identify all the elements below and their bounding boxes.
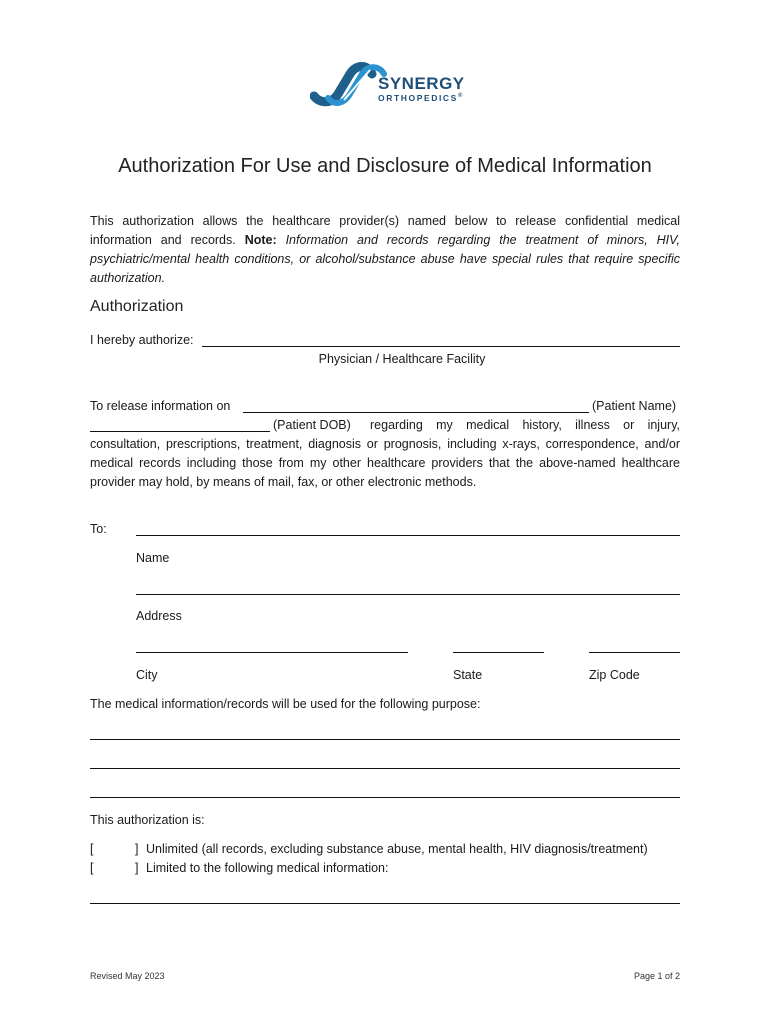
option-unlimited-bracket-close: ]: [135, 842, 139, 856]
limited-info-input[interactable]: [90, 889, 678, 903]
limited-info-line: [90, 903, 680, 904]
option-limited-bracket-open: [: [90, 861, 94, 875]
purpose-line-3: [90, 797, 680, 798]
to-name-input[interactable]: [136, 521, 678, 535]
authorize-label: I hereby authorize:: [90, 333, 194, 347]
to-name-label: Name: [136, 551, 170, 565]
to-state-underline: [453, 652, 544, 653]
purpose-line-1: [90, 739, 680, 740]
release-rest: consultation, prescriptions, treatment, diagnosis or prognosis, including x-rays, correspondence, and/or medical records including those from my other healthcare providers that the above-named healthcare provider may hold, by means of mail, fax, or other electronic methods.: [90, 437, 680, 489]
option-unlimited-bracket-open: [: [90, 842, 94, 856]
patient-dob-label: (Patient DOB): [273, 418, 351, 432]
authorize-input[interactable]: [202, 332, 678, 346]
option-limited-checkbox[interactable]: [90, 859, 139, 878]
option-limited-label: Limited to the following medical information:: [146, 861, 389, 875]
synergy-logo: [310, 60, 465, 112]
to-label: To:: [90, 522, 107, 536]
page-title: Authorization For Use and Disclosure of Medical Information: [118, 155, 652, 177]
to-address-underline: [136, 594, 680, 595]
to-city-input[interactable]: [136, 638, 406, 652]
purpose-input-1[interactable]: [90, 725, 678, 739]
release-after-dob: regarding my medical history, illness or injury,: [370, 418, 680, 432]
patient-dob-underline: [90, 431, 270, 432]
to-city-underline: [136, 652, 408, 653]
to-address-label: Address: [136, 609, 182, 623]
to-city-label: City: [136, 668, 158, 682]
footer-page-number: Page 1 of 2: [633, 971, 680, 981]
to-state-input[interactable]: [453, 638, 542, 652]
purpose-label: The medical information/records will be used for the following purpose:: [90, 697, 481, 711]
intro-paragraph: This authorization allows the healthcare provider(s) named below to release confidential medical information and records. Note: Information and records regarding the treatment of minors, HIV, psychiatric/mental health conditions, or alcohol/substance abuse have special rules that require specific authorization.: [90, 214, 680, 285]
to-zip-underline: [589, 652, 680, 653]
patient-name-input[interactable]: [243, 398, 587, 412]
to-state-label: State: [453, 668, 483, 682]
release-prefix: To release information on: [90, 399, 231, 413]
option-limited-bracket-close: ]: [135, 861, 139, 875]
logo-brand-text: SYNERGY: [378, 74, 465, 93]
purpose-input-2[interactable]: [90, 754, 678, 768]
to-zip-input[interactable]: [589, 638, 678, 652]
authorize-caption: Physician / Healthcare Facility: [318, 352, 486, 366]
patient-dob-input[interactable]: [90, 417, 268, 431]
to-address-input[interactable]: [136, 580, 678, 594]
option-unlimited-checkbox[interactable]: [90, 840, 139, 859]
footer-revised: Revised May 2023: [90, 971, 165, 981]
to-zip-label: Zip Code: [589, 668, 640, 682]
purpose-input-3[interactable]: [90, 783, 678, 797]
patient-name-underline: [243, 412, 589, 413]
authorization-is-label: This authorization is:: [90, 813, 205, 827]
section-heading-authorization: Authorization: [90, 298, 184, 315]
logo-sub-text: ORTHOPEDICS®: [378, 93, 464, 103]
patient-name-label: (Patient Name): [592, 399, 677, 413]
purpose-line-2: [90, 768, 680, 769]
authorize-underline: [202, 346, 680, 347]
to-name-underline: [136, 535, 680, 536]
option-unlimited-label: Unlimited (all records, excluding substance abuse, mental health, HIV diagnosis/treatment): [146, 842, 648, 856]
